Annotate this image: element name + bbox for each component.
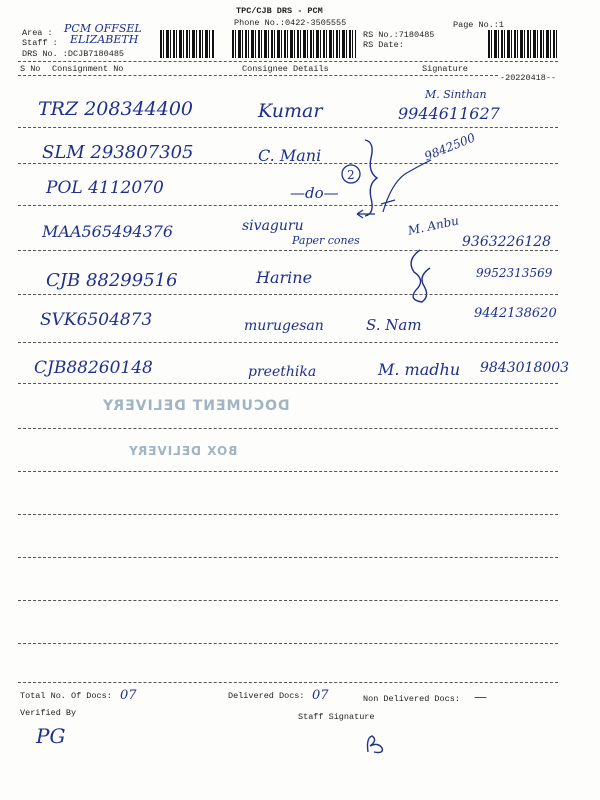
phone-number: Phone No.:0422-3505555 (234, 18, 347, 28)
row-2-consignment: SLM 293807305 (42, 142, 194, 163)
row-5-consignee: Harine (256, 268, 313, 287)
row-4-consignment: MAA565494376 (42, 222, 174, 241)
row-divider (18, 557, 558, 558)
drs-number: DRS No. :DCJB7180485 (22, 49, 125, 59)
delivered-docs-value: 07 (312, 688, 329, 703)
header-divider (18, 61, 558, 62)
col-s-no: S No (20, 64, 41, 74)
row-divider (18, 600, 558, 601)
verified-by-label: Verified By (20, 708, 77, 718)
col-consignee: Consignee Details (242, 64, 329, 74)
row-7-phone: 9843018003 (480, 360, 570, 376)
bracket-annotation-icon (335, 134, 455, 224)
row-1-consignment: TRZ 208344400 (38, 98, 194, 120)
col-signature: Signature (422, 64, 468, 74)
non-delivered-label: Non Delivered Docs: (363, 694, 460, 704)
row-7-consignment: CJB88260148 (34, 358, 153, 378)
staff-signature-label: Staff Signature (298, 712, 375, 722)
barcode-right (488, 30, 558, 58)
row-divider (18, 127, 558, 128)
row-5-phone: 9952313569 (476, 266, 553, 280)
row-5-signature-scribble (400, 246, 440, 306)
box-delivery-stamp: BOX DELIVERY (128, 444, 238, 458)
row-4-signature: M. Anbu (406, 213, 461, 238)
row-divider (18, 163, 558, 164)
row-1-consignee: Kumar (258, 100, 323, 122)
row-divider (18, 250, 558, 251)
verifier-initials: PG (36, 724, 66, 748)
row-6-signature: S. Nam (366, 316, 422, 334)
row-4-phone: 9363226128 (462, 234, 552, 250)
col-consignment: Consignment No (52, 64, 124, 74)
date-code: -20220418-- (500, 73, 557, 83)
row-divider (18, 514, 558, 515)
barcode-left (160, 30, 214, 58)
total-docs-value: 07 (120, 688, 137, 703)
barcode-center (232, 30, 356, 58)
row-divider (18, 643, 558, 644)
page-number: Page No.:1 (453, 20, 505, 30)
row-7-consignee: preethika (248, 364, 317, 380)
row-2-phone: 9842500 (422, 130, 478, 164)
row-divider (18, 205, 558, 206)
delivered-docs-label: Delivered Docs: (228, 691, 305, 701)
document-title: TPC/CJB DRS - PCM (236, 6, 323, 16)
area-label: Area : (22, 28, 53, 38)
row-4-consignee: sivaguru (242, 218, 304, 234)
row-1-phone: 9944611627 (398, 104, 500, 123)
non-delivered-value: — (474, 690, 487, 705)
annotation-circle-number: 2 (347, 168, 355, 182)
row-3-consignment: POL 4112070 (46, 178, 164, 198)
row-divider (18, 471, 558, 472)
rs-date: RS Date: (363, 40, 404, 50)
staff-label: Staff : (22, 38, 58, 48)
row-2-consignee: C. Mani (258, 146, 322, 165)
staff-signature-scribble (362, 730, 392, 756)
row-3-consignee: —do— (290, 184, 339, 202)
staff-value: ELIZABETH (70, 33, 139, 46)
row-6-consignee: murugesan (244, 318, 324, 334)
row-divider (18, 428, 558, 429)
row-5-consignment: CJB 88299516 (46, 270, 178, 291)
row-7-signature: M. madhu (378, 360, 461, 379)
footer-divider (18, 682, 558, 683)
total-docs-label: Total No. Of Docs: (20, 691, 112, 701)
row-divider (18, 294, 558, 295)
area-value: PCM OFFSEL (64, 22, 142, 35)
row-6-consignment: SVK6504873 (40, 310, 153, 330)
row-divider (18, 342, 558, 343)
row-4-consignee-note: Paper cones (292, 234, 360, 247)
document-delivery-stamp: DOCUMENT DELIVERY (102, 398, 290, 414)
rs-number: RS No.:7180485 (363, 30, 435, 40)
row-6-phone: 9442138620 (474, 306, 557, 321)
row-1-signature: M. Sinthan (425, 88, 487, 101)
row-divider (18, 383, 558, 384)
column-header-divider (18, 75, 498, 76)
